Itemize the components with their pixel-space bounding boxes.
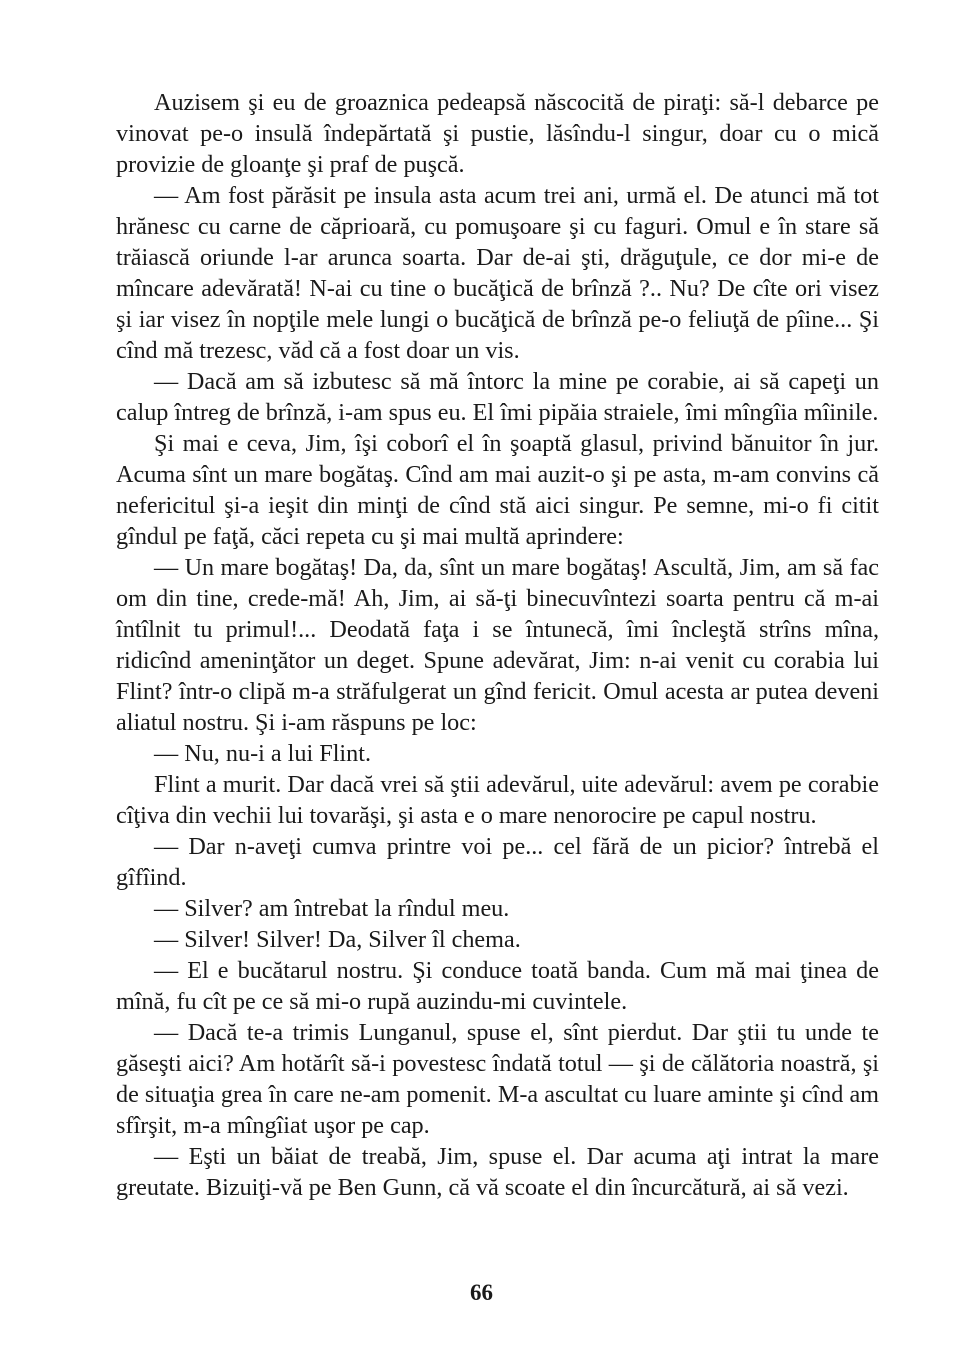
- paragraph-5: — Un mare bogătaş! Da, da, sînt un mare bogătaş! Ascultă, Jim, am să fac om din tine, crede-mă! Ah, Jim, ai să-ţi binecuvîntezi soarta pentru că m-ai întîlnit tu primul!... Deodată faţa i se întunecă, îmi încleştă strîns mîna, ridicînd ameninţător un deget. Spune adevărat, Jim: n-ai venit cu corabia lui Flint? într-o clipă m-a străfulgerat un gînd fericit. Omul acesta ar putea deveni aliatul nostru. Şi i-am răspuns pe loc:: [116, 554, 879, 736]
- paragraph-11: — El e bucătarul nostru. Şi conduce toată banda. Cum mă mai ţinea de mînă, fu cît pe ce să mi-o rupă auzindu-mi cuvintele.: [116, 957, 879, 1015]
- paragraph-12: — Dacă te-a trimis Lunganul, spuse el, sînt pierdut. Dar ştii tu unde te găseşti aici? Am hotărît să-i povestesc îndată totul — şi de călătoria noastră, şi de situaţia grea în care ne-am pomenit. M-a ascultat cu luare aminte şi cînd am sfîrşit, m-a mîngîiat uşor pe cap.: [116, 1019, 879, 1139]
- paragraph-4: Şi mai e ceva, Jim, îşi coborî el în şoaptă glasul, privind bănuitor în jur. Acuma sînt un mare bogătaş. Cînd am mai auzit-o şi pe asta, m-am convins că nefericitul şi-a ieşit din minţi de cînd stă aici singur. Pe semne, mi-o fi citit gîndul pe faţă, căci repeta cu şi mai multă aprindere:: [116, 430, 879, 550]
- paragraph-2: — Am fost părăsit pe insula asta acum trei ani, urmă el. De atunci mă tot hrănesc cu carne de căprioară, cu pomuşoare şi cu faguri. Omul e în stare să trăiască oriunde l-ar arunca soarta. Dar de-ai şti, drăguţule, ce dor mi-e de mîncare adevărată! N-ai cu tine o bucăţică de brînză ?.. Nu? De cîte ori visez şi iar visez în nopţile mele lungi o bucăţică de brînză pe-o feliuţă de pîine... Şi cînd mă trezesc, văd că a fost doar un vis.: [116, 182, 879, 364]
- paragraph-6: — Nu, nu-i a lui Flint.: [154, 740, 372, 767]
- paragraph-8: — Dar n-aveţi cumva printre voi pe... cel fără de un picior? întrebă el gîfîind.: [116, 833, 879, 891]
- paragraph-13: — Eşti un băiat de treabă, Jim, spuse el. Dar acuma aţi intrat la mare greutate. Bizuiţi-vă pe Ben Gunn, că vă scoate el din încurcătură, ai să vezi.: [116, 1143, 879, 1201]
- paragraph-3: — Dacă am să izbutesc să mă întorc la mine pe corabie, ai să capeţi un calup întreg de brînză, i-am spus eu. El îmi pipăia straiele, îmi mîngîia mîinile.: [116, 368, 879, 426]
- paragraph-10: — Silver! Silver! Da, Silver îl chema.: [154, 926, 521, 953]
- paragraph-9: — Silver? am întrebat la rîndul meu.: [154, 895, 510, 922]
- page-number: 66: [470, 1280, 493, 1305]
- page-body: [116, 87, 879, 1203]
- paragraph-7: Flint a murit. Dar dacă vrei să ştii adevărul, uite adevărul: avem pe corabie cîţiva din vechii lui tovarăşi, şi asta e o mare nenorocire pe capul nostru.: [116, 771, 879, 829]
- paragraph-1: Auzisem şi eu de groaznica pedeapsă născocită de piraţi: să-l debarce pe vinovat pe-o insulă îndepărtată şi pustie, lăsîndu-l singur, doar cu o mică provizie de gloanţe şi praf de puşcă.: [116, 89, 879, 178]
